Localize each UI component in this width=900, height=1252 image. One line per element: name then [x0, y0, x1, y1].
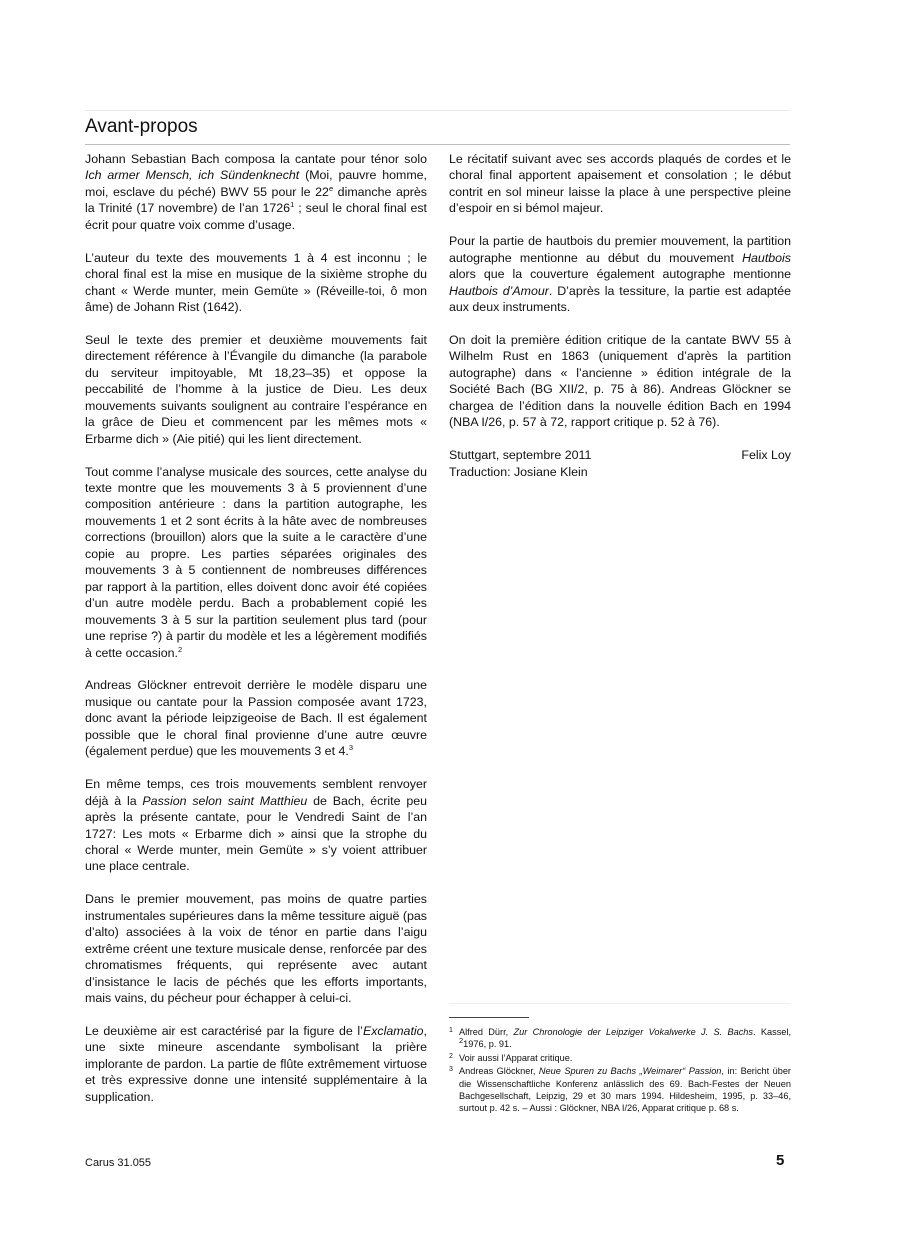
signature-place-date: Stuttgart, septembre 2011 — [449, 448, 592, 463]
text-run: , in: Bericht über die Wissenschaftliche Konferenz anlässlich des 69. Bach-Festes der Neuen Bachgesellschaft, Leipzig, 29 et 30 mars 1994. Hildesheim, 1995, p. 33–46, surtout p. 42 s. – Aussi : Glöckner, NBA I/26, Apparat critique p. 68 s. — [459, 1066, 791, 1114]
text-run: 1976, p. 91. — [463, 1039, 512, 1050]
paragraph — [85, 1023, 427, 1105]
translation-credit: Traduction: Josiane Klein — [449, 464, 588, 479]
top-rule — [85, 110, 790, 111]
text-run: Andreas Glöckner, — [459, 1066, 539, 1077]
footnote-ref: 3 — [348, 743, 353, 753]
left-column — [85, 151, 427, 1122]
text-run: (Moi, pauvre homme, moi, esclave du péché) BWV 55 pour le 22 — [85, 168, 427, 199]
paragraph — [85, 332, 427, 447]
text-run: Seul le texte des premier et deuxième mouvements fait directement référence à l’Évangile du dimanche (la parabole du serviteur impitoyable, Mt 18,23–35) et oppose la peccabilité de l’homme à la justice de Dieu. Les deux mouvements suivants soulignent au contraire l’espérance en la grâce de Dieu et commencent par les mêmes mots « Erbarme dich » (Aie pitié) qui les lient directement. — [85, 332, 427, 446]
footnote-number: 3 — [449, 1066, 453, 1074]
right-column — [449, 151, 791, 480]
footnote — [449, 1052, 791, 1064]
paragraph — [85, 250, 427, 316]
paragraph — [449, 151, 791, 217]
paragraph — [449, 233, 791, 315]
paragraph — [85, 776, 427, 875]
text-run: Johann Sebastian Bach composa la cantate pour ténor solo — [85, 152, 427, 166]
footnote-number: 2 — [449, 1052, 453, 1060]
italic-text: Zur Chronologie der Leipziger Vokalwerke J. S. Bachs — [513, 1027, 754, 1037]
footnote-area-rule — [449, 1003, 790, 1004]
text-run: L’auteur du texte des mouvements 1 à 4 est inconnu ; le choral final est la mise en musique de la sixième strophe du chant « Werde munter, mein Gemüte » (Réveille-toi, ô mon âme) de Johann Rist (1642). — [85, 250, 427, 315]
signature-line — [449, 447, 791, 463]
text-run: Alfred Dürr, — [459, 1027, 514, 1037]
italic-text: Neue Spuren zu Bachs „Weimarer“ Passion — [538, 1066, 722, 1077]
text-run: , une sixte mineure ascendante symbolisant la prière implorante de pardon. La partie de flûte extrêmement virtuose et très expressive donne une intensité supplémentaire à la supplication. — [85, 1023, 427, 1104]
footnote-ref: e — [328, 183, 334, 193]
italic-text: Exclamatio — [362, 1023, 424, 1038]
footnote — [449, 1026, 791, 1051]
page-title: Avant-propos — [85, 116, 198, 137]
paragraph — [85, 891, 427, 1006]
text-run: Tout comme l’analyse musicale des sources, cette analyse du texte montre que les mouvements 3 à 5 proviennent d’une composition antérieure : dans la partition autographe, les mouvements 1 et 2 sont écrits à la hâte avec de nombreuses corrections (brouillon) alors que la suite a le caractère d’une copie au propre. Les parties séparées originales des mouvements 3 à 5 contiennent de nombreuses différences par rapport à la partition, elles doivent donc avoir été copiées d’un autre modèle perdu. Bach a probablement copié les mouvements 3 à 5 sur la partition seulement plus tard (pour une reprise ?) à partir du modèle et les a légèrement modifiés à cette occasion. — [85, 464, 427, 660]
text-run: ; seul le choral final est écrit pour quatre voix comme d’usage. — [85, 201, 427, 232]
catalog-number: Carus 31.055 — [85, 1157, 152, 1169]
footnote-text — [459, 1065, 791, 1115]
text-run: Pour la partie de hautbois du premier mouvement, la partition autographe mentionne au début du mouvement — [449, 234, 791, 265]
paragraph — [85, 464, 427, 661]
page-number: 5 — [776, 1152, 785, 1169]
italic-text: Passion selon saint Matthieu — [142, 793, 308, 808]
paragraph — [85, 677, 427, 759]
italic-text: Ich armer Mensch, ich Sündenknecht — [85, 168, 300, 183]
text-run: Le deuxième air est caractérisé par la figure de l’ — [85, 1023, 363, 1038]
italic-text: Hautbois — [742, 250, 791, 265]
text-run: On doit la première édition critique de la cantate BWV 55 à Wilhelm Rust en 1863 (uniquement d’après la partition autographe) dans « l’ancienne » édition intégrale de la Société Bach (BG XII/2, p. 75 à 86). Andreas Glöckner se chargea de l’édition dans la nouvelle édition Bach en 1994 (NBA I/26, p. 57 à 72, rapport critique p. 52 à 76). — [449, 332, 791, 430]
italic-text: Hautbois d’Amour — [449, 283, 549, 298]
footnote-number: 1 — [449, 1027, 453, 1034]
text-run: En même temps, ces trois mouvements semblent renvoyer déjà à la — [85, 777, 427, 808]
text-run: Le récitatif suivant avec ses accords plaqués de cordes et le choral final apportent apaisement et consolation ; le début contrit en sol mineur laisse la place à une perspective pleine d’espoir en si bémol majeur. — [449, 152, 791, 216]
text-run: dimanche après la Trinité (17 novembre) de l’an 1726 — [85, 184, 427, 216]
text-run: . Kassel, — [753, 1027, 791, 1037]
footnote-separator — [449, 1017, 529, 1018]
footnote-ref: 2 — [459, 1036, 464, 1046]
signature-author: Felix Loy — [741, 448, 791, 463]
text-run: Voir aussi l’Apparat critique. — [459, 1052, 573, 1063]
text-run: de Bach, écrite peu après la présente cantate, pour le Vendredi Saint de l’an 1727: Les mots « Erbarme dich » ainsi que la strophe du choral « Werde munter, mein Gemüte » s’y voient attribuer une place centrale. — [85, 793, 427, 874]
paragraph — [449, 332, 791, 431]
footnote-ref: 2 — [177, 644, 183, 654]
paragraph — [85, 151, 427, 233]
footnote-text — [459, 1052, 791, 1064]
footnote-text — [459, 1026, 791, 1051]
text-run: . D’après la tessiture, la partie est adaptée aux deux instruments. — [449, 283, 792, 315]
title-rule — [85, 144, 790, 145]
footnotes — [449, 1026, 791, 1116]
text-run: alors que la couverture également autographe mentionne — [449, 267, 791, 282]
text-run: Andreas Glöckner entrevoit derrière le modèle disparu une musique ou cantate pour la Passion composée avant 1723, donc avant la période leipzigeoise de Bach. Il est également possible que le choral final provienne d’une autre œuvre (également perdue) que les mouvements 3 et 4. — [85, 678, 427, 759]
footnote — [449, 1065, 791, 1115]
text-run: Dans le premier mouvement, pas moins de quatre parties instrumentales supérieures dans la même tessiture aiguë (pas d’alto) associées à la voix de ténor en partie dans l’aigu extrême créent une texture musicale dense, renforcée par des chromatismes fréquents, qui représente avec autant d’insistance le lacis de péchés que les efforts importants, mais vains, du pécheur pour échapper à celui-ci. — [85, 892, 427, 1006]
footnote-ref: 1 — [290, 200, 295, 210]
